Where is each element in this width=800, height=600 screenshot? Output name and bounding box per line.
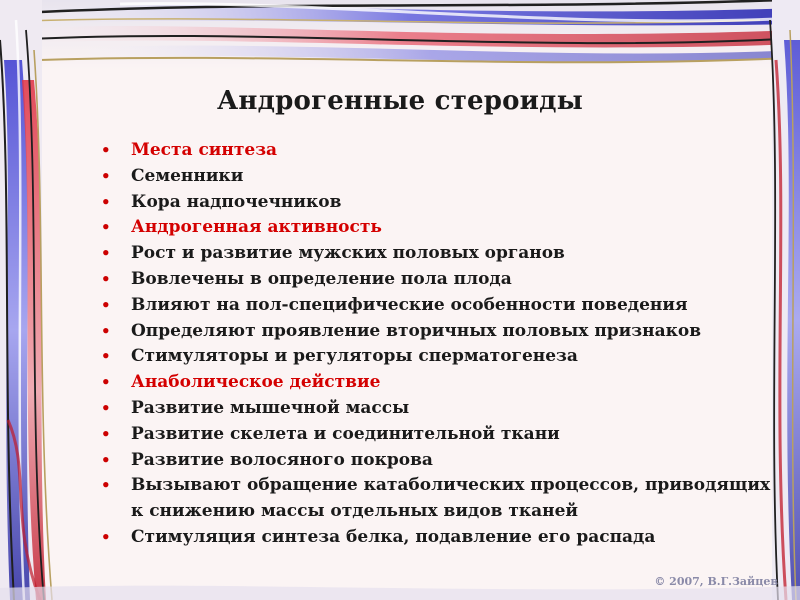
bullet-text: Рост и развитие мужских половых органов [131, 243, 565, 264]
bullet-item [101, 267, 771, 293]
bullet-item [101, 241, 771, 267]
bullet-text: Места синтеза [131, 140, 278, 160]
bullet-item [101, 370, 771, 396]
bullet-icon: • [101, 295, 111, 314]
bullet-item [101, 344, 771, 370]
bullet-text: Семенники [131, 165, 244, 186]
bullet-text: Развитие волосяного покрова [131, 449, 433, 470]
bullet-icon: • [101, 476, 111, 495]
bullet-text: Кора надпочечников [131, 191, 342, 212]
bullet-text: Развитие мышечной массы [131, 397, 410, 418]
slide-title: Андрогенные стероиды [217, 86, 583, 116]
bullet-item [101, 422, 771, 448]
bullet-icon: • [101, 166, 111, 185]
bullet-icon: • [101, 192, 111, 211]
bullet-list [101, 138, 771, 551]
bullet-item [101, 215, 771, 241]
bullet-item [101, 190, 771, 216]
bullet-icon: • [101, 527, 111, 546]
bullet-icon: • [101, 218, 111, 237]
bullet-item [101, 525, 771, 551]
bullet-text: Анаболическое действие [131, 372, 381, 393]
bullet-icon: • [101, 141, 111, 159]
bullet-item [101, 473, 771, 525]
bullet-item [101, 138, 771, 164]
bullet-text: Стимуляция синтеза белка, подавление его распада [131, 526, 656, 547]
copyright-text: © 2007, В.Г.Зайцев [654, 575, 778, 588]
bullet-text: Стимуляторы и регуляторы сперматогенеза [131, 346, 578, 367]
bullet-text: Вызывают обращение катаболических процессов, приводящих к снижению массы отдельных видов тканей [131, 475, 771, 522]
bullet-icon: • [101, 244, 111, 263]
bullet-icon: • [101, 398, 111, 417]
bullet-item [101, 448, 771, 474]
bullet-icon: • [101, 269, 111, 288]
bullet-item [101, 293, 771, 319]
bullet-icon: • [101, 321, 111, 340]
bullet-item [101, 319, 771, 345]
bullet-text: Вовлечены в определение пола плода [131, 268, 512, 289]
bullet-icon: • [101, 450, 111, 469]
bullet-item [101, 396, 771, 422]
bullet-icon: • [101, 424, 111, 443]
bullet-text: Андрогенная активность [131, 217, 382, 238]
bullet-icon: • [101, 347, 111, 366]
bullet-text: Определяют проявление вторичных половых признаков [131, 320, 702, 341]
bullet-item [101, 164, 771, 190]
bullet-text: Развитие скелета и соединительной ткани [131, 423, 560, 444]
bullet-icon: • [101, 373, 111, 392]
bullet-text: Влияют на пол-специфические особенности поведения [131, 294, 688, 315]
